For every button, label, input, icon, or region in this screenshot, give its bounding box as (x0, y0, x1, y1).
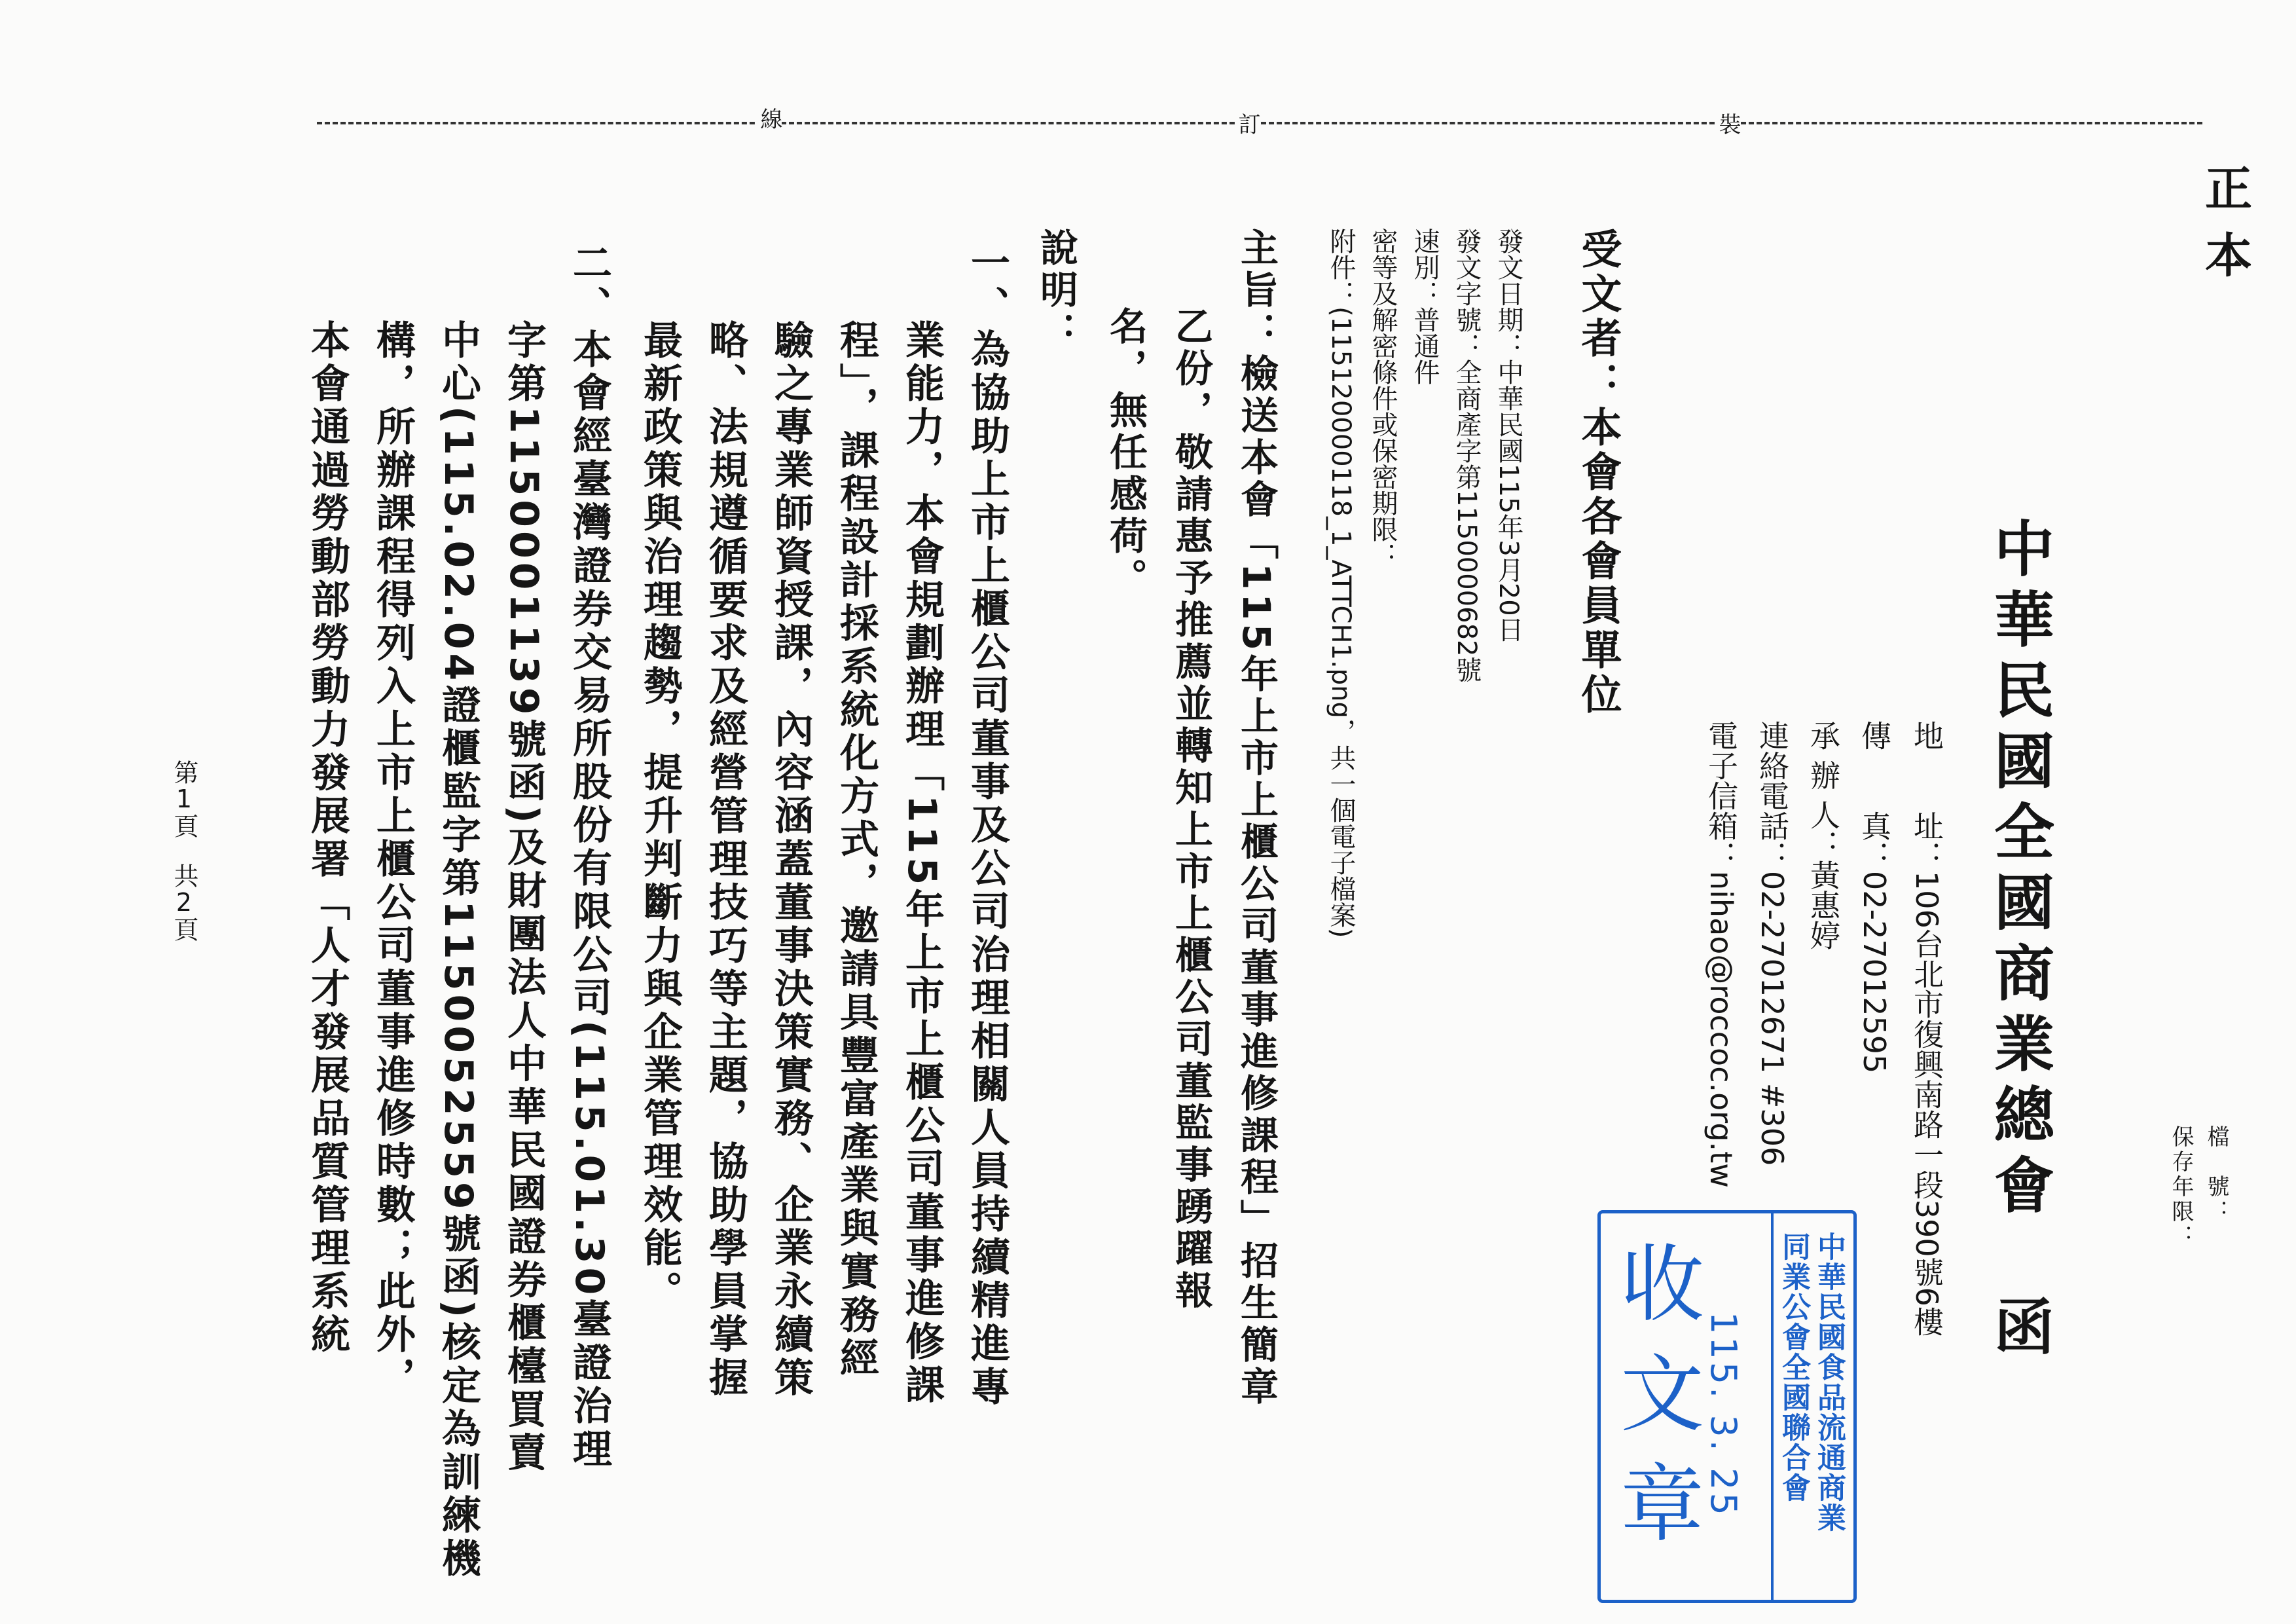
subject-line-2: 乙份，敬請惠予推薦並轉知上市上櫃公司董監事踴躍報 (1169, 306, 1213, 1312)
page-number: 第1頁 共2頁 (170, 760, 198, 942)
explanation-heading: 說明： (1034, 228, 1078, 354)
contact-email: 電子信箱：nihao@roccoc.org.tw (1704, 720, 1739, 1188)
contact-phone: 連絡電話：02-27012671 #306 (1755, 720, 1790, 1166)
item2-line-4: 構，所辦課程得列入上市上櫃公司董事進修時數；此外， (370, 320, 416, 1400)
stamp-org-line-2: 同業公會全國聯合會 (1777, 1232, 1810, 1503)
subject-line-3: 名，無任感荷。 (1103, 306, 1148, 600)
item2-line-1: 二、本會經臺灣證券交易所股份有限公司(115.01.30臺證治理 (566, 242, 612, 1472)
stamp-org-line-1: 中華民國食品流通商業 (1812, 1232, 1846, 1533)
attachment: 附件：(115120000118_1_ATTCH1.png，共一個電子檔案) (1326, 228, 1356, 938)
item1-line-1: 一、為協助上市上櫃公司董事及公司治理相關人員持續精進專 (964, 242, 1010, 1409)
file-number-label: 檔 號： (2203, 1125, 2229, 1225)
item2-line-3: 中心(115.02.04證櫃監字第1150052559號函)核定為訓練機 (435, 320, 481, 1581)
item1-line-4: 驗之專業師資授課，內容涵蓋董事決策實務、企業永續策 (768, 320, 814, 1400)
item2-line-5: 本會通過勞動部勞動力發展署「人才發展品質管理系統 (304, 320, 350, 1357)
delivery-speed: 速別：普通件 (1410, 228, 1440, 385)
stamp-title-cell (1771, 1213, 1859, 1600)
item2-line-2: 字第1150001139號函)及財團法人中華民國證券櫃檯買賣 (501, 320, 547, 1475)
recipient: 受文者：本會各會員單位 (1575, 228, 1622, 718)
stamp-date: 115. 3. 25 (1703, 1312, 1744, 1518)
security-level: 密等及解密條件或保密期限： (1368, 228, 1398, 568)
retention-label: 保存年限： (2168, 1125, 2194, 1249)
item1-line-3: 程」，課程設計採系統化方式，邀請具豐富產業與實務經 (833, 320, 879, 1380)
contact-fax: 傳 真：02-27012595 (1857, 720, 1892, 1074)
subject-line-1: 主旨：檢送本會「115年上市上櫃公司董事進修課程」招生簡章 (1234, 228, 1279, 1409)
copy-mark: 正本 (2197, 164, 2252, 297)
stamp-label: 收文章 (1606, 1240, 1704, 1570)
item1-line-5: 略、法規遵循要求及經營管理技巧等主題，協助學員掌握 (702, 320, 748, 1400)
received-stamp (1597, 1210, 1857, 1603)
contact-handler: 承 辦 人：黃惠婷 (1806, 720, 1841, 951)
item1-line-6: 最新政策與治理趨勢，提升判斷力與企業管理效能。 (637, 320, 683, 1314)
doc-number: 發文字號：全商產字第1150000682號 (1451, 228, 1482, 683)
binding-mark-line: 線 (757, 105, 782, 132)
issue-date: 發文日期：中華民國115年3月20日 (1493, 228, 1523, 642)
binding-mark-staple: 訂 (1235, 110, 1260, 138)
binding-mark-bind: 裝 (1715, 110, 1740, 138)
item1-line-2: 業能力，本會規劃辦理「115年上市上櫃公司董事進修課 (899, 320, 945, 1408)
contact-address: 地 址：106台北市復興南路一段390號6樓 (1909, 720, 1944, 1337)
document-title: 中華民國全國商業總會 函 (1984, 517, 2054, 1366)
